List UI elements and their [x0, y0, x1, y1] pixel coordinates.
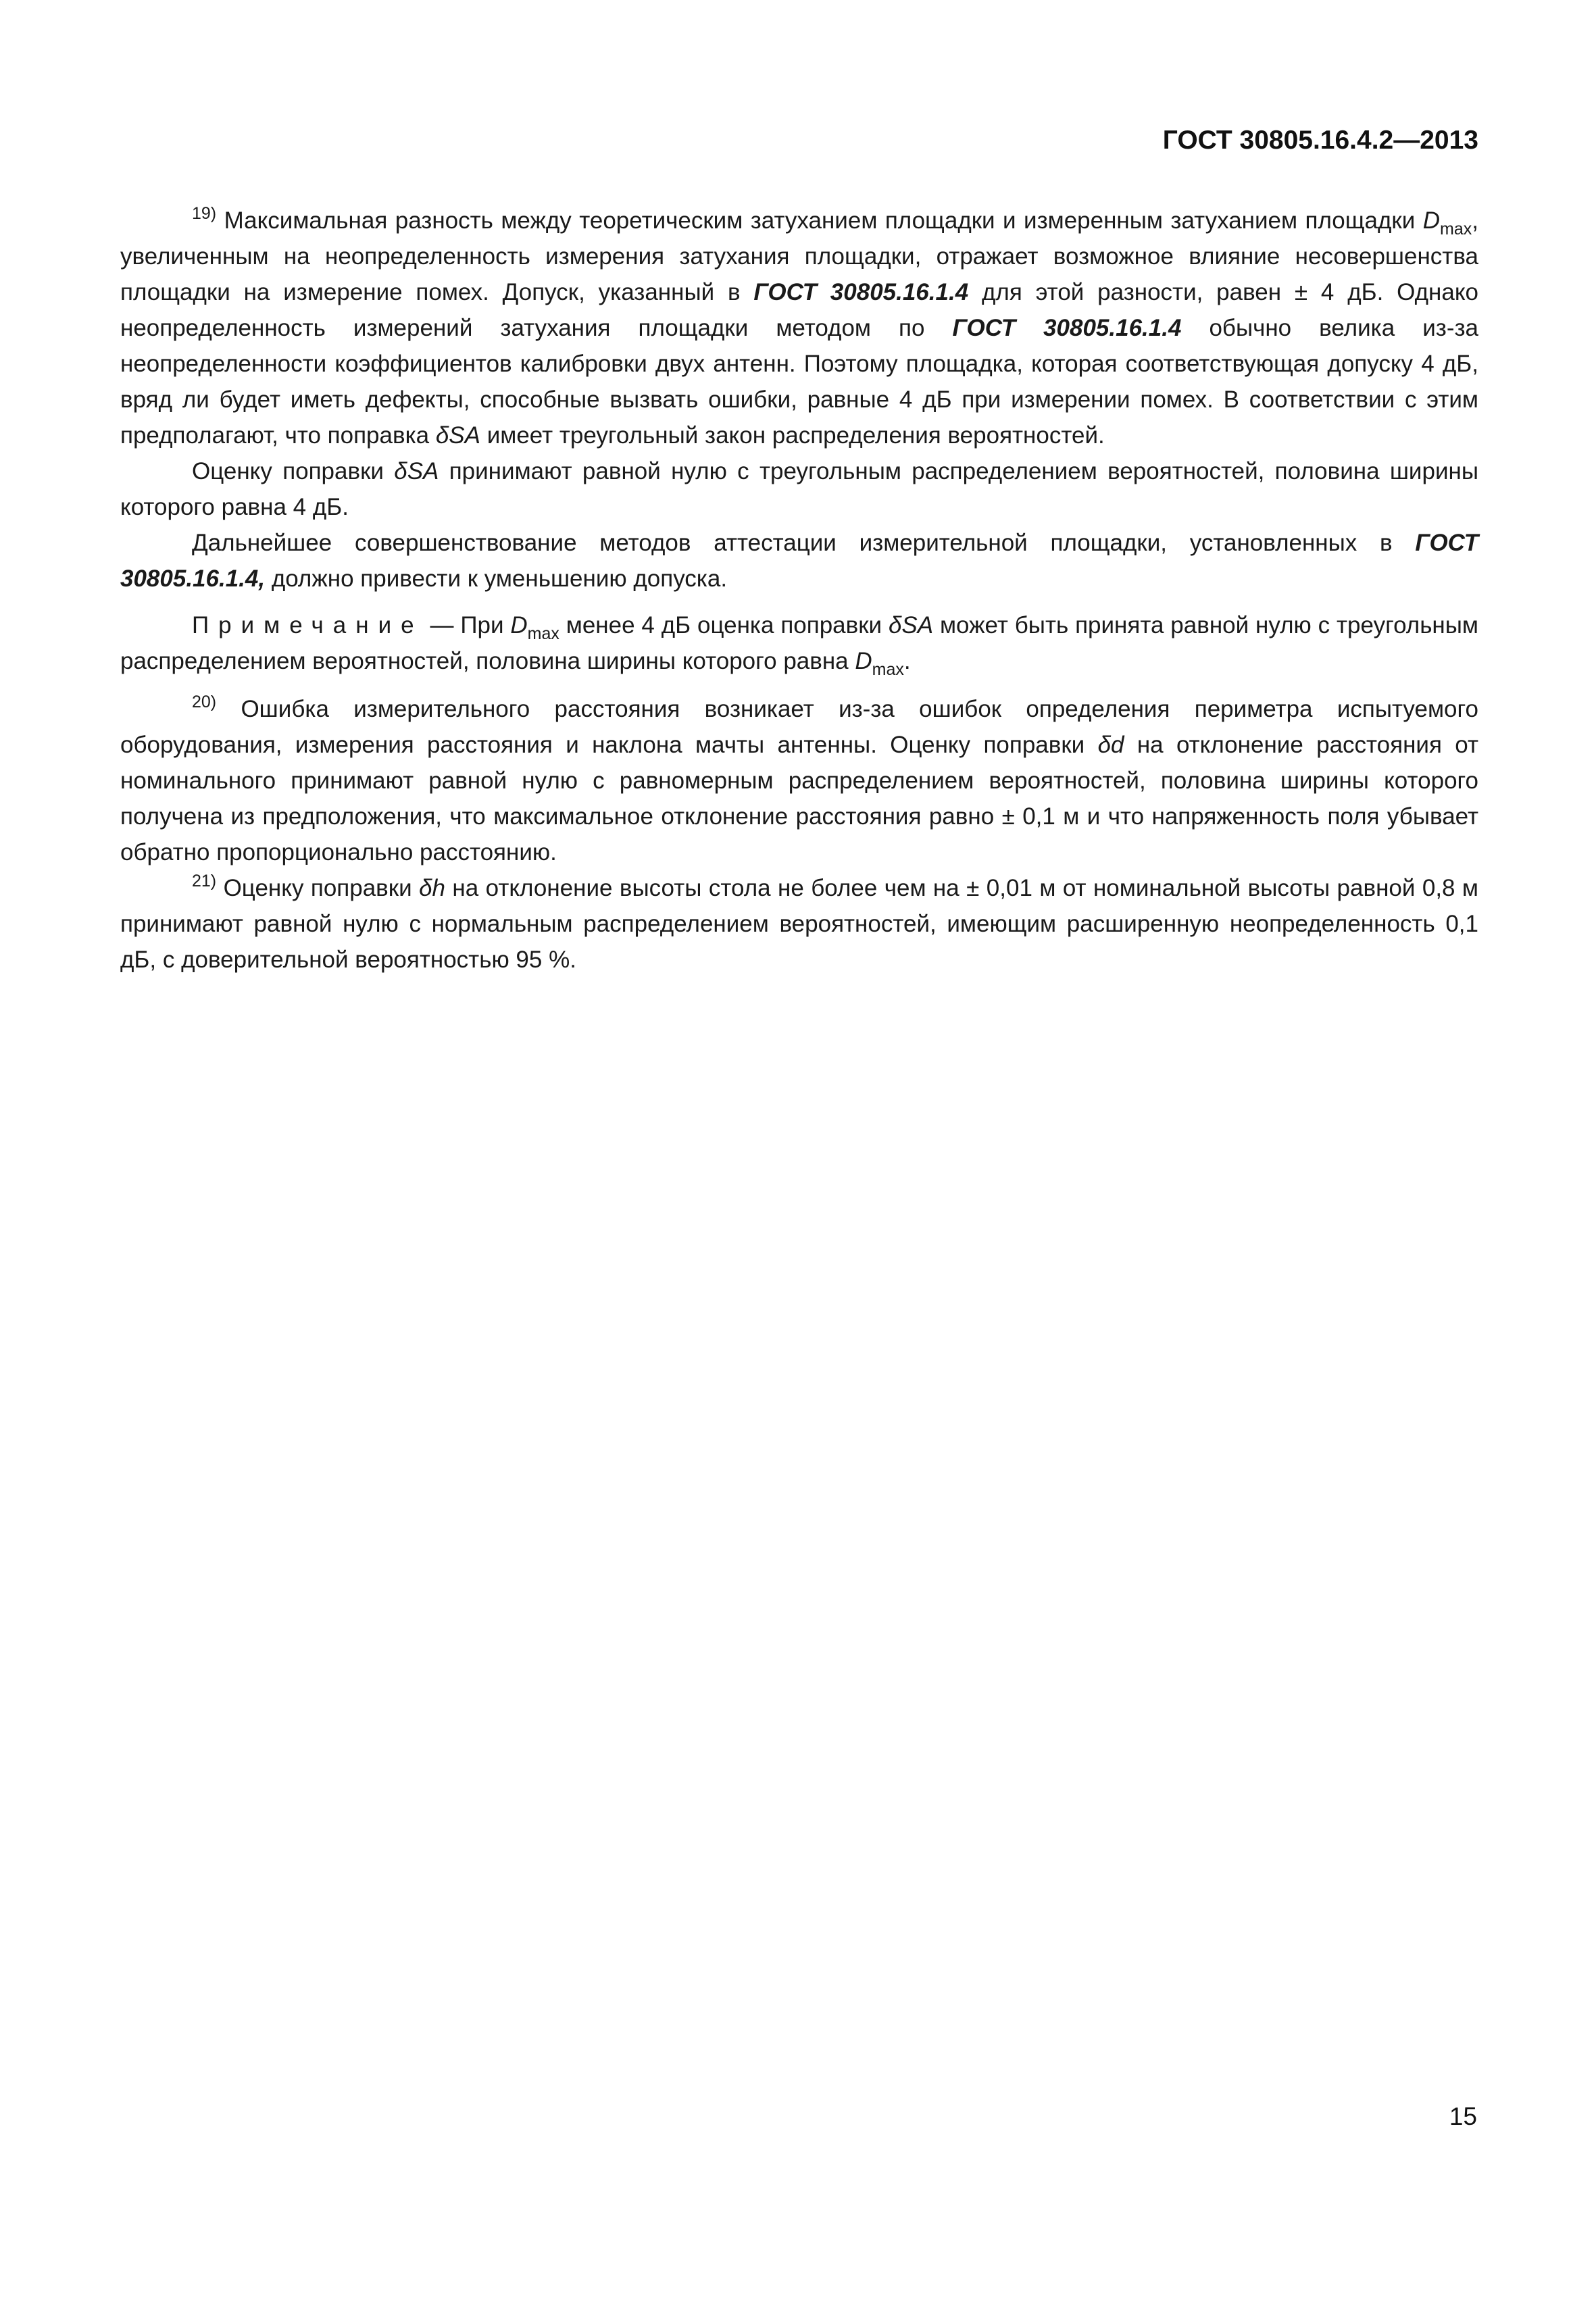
paragraph-sa-text-2: принимают равной нулю с треугольным распределением вероятностей, половина ширины которого равна 4 дБ.	[120, 458, 1478, 520]
delta-sa-symbol: δSA	[888, 612, 934, 638]
standard-reference: ГОСТ 30805.16.1.4	[952, 315, 1182, 341]
delta-d-symbol: δd	[1097, 732, 1124, 758]
footnote-19-text-3: для этой разности, равен ± 4 дБ. Однако неопределенность измерений затухания площадки методом по	[120, 279, 1478, 341]
footnote-21	[120, 870, 1478, 978]
standard-reference: ГОСТ 30805.16.1.4,	[120, 530, 1478, 592]
footnote-20-text-1: Ошибка измерительного расстояния возникает из-за ошибок определения периметра испытуемого оборудования, измерения расстояния и наклона мачты антенны. Оценку поправки	[120, 696, 1478, 758]
note-text-1: — При	[423, 612, 511, 638]
paragraph-sa-text-1: Оценку поправки	[192, 458, 395, 484]
delta-sa-symbol: δSA	[394, 458, 439, 484]
footnote-marker-21: 21)	[192, 872, 217, 890]
footnote-19-text-5: имеет треугольный закон распределения вероятностей.	[480, 422, 1105, 449]
footnote-19-text-2: , увеличенным на неопределенность измерения затухания площадки, отражает возможное влияние несовершенства площадки на измерение помех. Допуск, указанный в	[120, 207, 1478, 305]
d-max-symbol: D	[510, 612, 528, 638]
note-text-4: .	[903, 648, 911, 674]
spacer	[120, 679, 1478, 691]
paragraph-further-improvement	[120, 525, 1478, 597]
footnote-20-text-2: на отклонение расстояния от номинального принимают равной нулю с равномерным распределением вероятностей, половина ширины которого получена из предположения, что максимальное отклонение расстояния равно ± 0,1 м и что напряженность поля убывает обратно пропорционально расстоянию.	[120, 732, 1478, 865]
note-text-3: может быть принята равной нулю с треугольным распределением вероятностей, половина ширины которого равна	[120, 612, 1478, 674]
page-number: 15	[1449, 2103, 1477, 2130]
delta-h-symbol: δh	[419, 875, 445, 901]
d-max-symbol: D	[1422, 207, 1441, 234]
footnote-21-text-1: Оценку поправки	[216, 875, 420, 901]
footnote-19-text-4: обычно велика из-за неопределенности коэффициентов калибровки двух антенн. Поэтому площадка, которая соответствующая допуску 4 дБ, вряд ли будет иметь дефекты, способные вызвать ошибки, равные 4 дБ при измерении помех. В соответствии с этим предполагают, что поправка	[120, 315, 1478, 449]
d-max-symbol: D	[855, 648, 872, 674]
d-max-subscript: max	[872, 660, 904, 679]
footnote-21-text-2: на отклонение высоты стола не более чем на ± 0,01 м от номинальной высоты равной 0,8 м принимают равной нулю с нормальным распределением вероятностей, имеющим расширенную неопределенность 0,1 дБ, с доверительной вероятностью 95 %.	[120, 875, 1478, 973]
footnote-marker-20: 20)	[192, 693, 217, 711]
note-paragraph	[120, 607, 1478, 679]
paragraph-sa-correction	[120, 453, 1478, 525]
d-max-subscript: max	[527, 624, 559, 643]
note-text-2: менее 4 дБ оценка поправки	[559, 612, 889, 638]
standard-reference: ГОСТ 30805.16.1.4	[753, 279, 969, 305]
footnote-19	[120, 203, 1478, 453]
footnote-19-text-1: Максимальная разность между теоретическим затуханием площадки и измеренным затуханием площадки	[216, 207, 1423, 234]
paragraph-further-text-1: Дальнейшее совершенствование методов аттестации измерительной площадки, установленных в	[192, 530, 1416, 556]
document-body	[120, 203, 1478, 978]
spacer	[120, 597, 1478, 607]
footnote-20	[120, 691, 1478, 870]
footnote-marker-19: 19)	[192, 204, 217, 223]
paragraph-further-text-2: должно привести к уменьшению допуска.	[265, 565, 728, 592]
d-max-subscript: max	[1440, 220, 1472, 238]
delta-sa-symbol: δSA	[435, 422, 480, 449]
note-label: Примечание	[192, 612, 424, 638]
document-code-header: ГОСТ 30805.16.4.2—2013	[1162, 126, 1478, 155]
